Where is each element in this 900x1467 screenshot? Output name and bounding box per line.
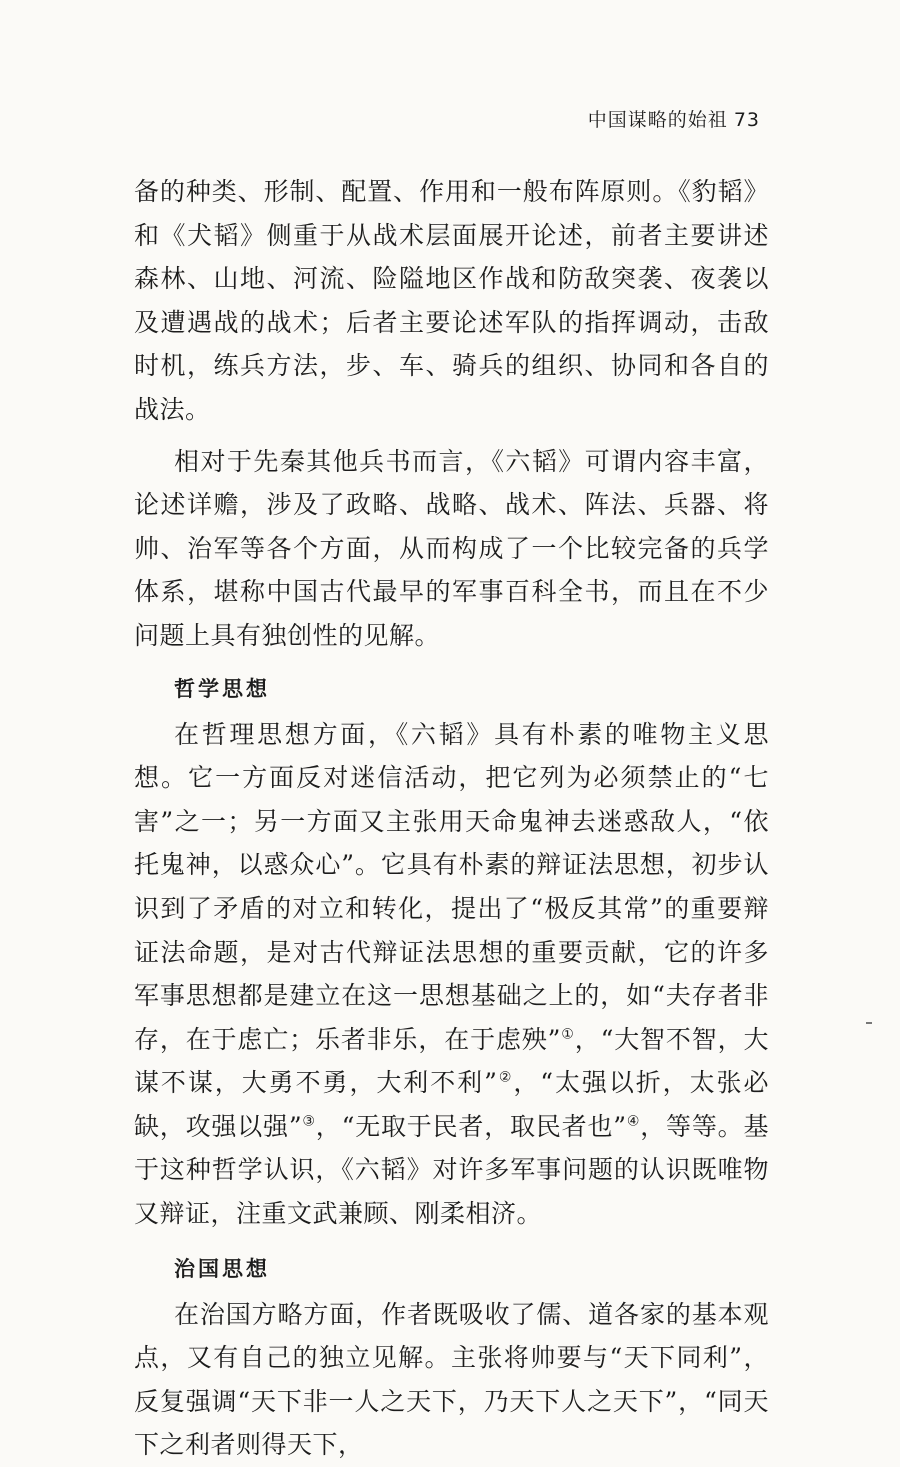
section-heading-governance: 治国思想 — [174, 1256, 270, 1281]
paragraph: 备的种类、形制、配置、作用和一般布阵原则。《豹韬》和《犬韬》侧重于从战术层面展开论述，前者主要讲述森林、山地、河流、险隘地区作战和防敌突袭、夜袭以及遭遇战的战术；后者主要论述军队的指挥调动，击敌时机，练兵方法，步、车、骑兵的组织、协同和各自的战法。 — [134, 177, 769, 424]
edge-mark — [866, 1022, 872, 1024]
paragraph: 相对于先秦其他兵书而言，《六韬》可谓内容丰富，论述详赡，涉及了政略、战略、战术、阵法、兵器、将帅、治军等各个方面，从而构成了一个比较完备的兵学体系，堪称中国古代最早的军事百科全书，而且在不少问题上具有独创性的见解。 — [134, 446, 769, 650]
page-body — [134, 170, 769, 1467]
page-number: 73 — [733, 109, 760, 131]
section-heading-philosophy: 哲学思想 — [174, 676, 270, 701]
footnote-marker[interactable]: ③ — [302, 1113, 316, 1130]
footnote-marker[interactable]: ① — [560, 1026, 575, 1043]
running-header — [588, 105, 760, 132]
footnote-marker[interactable]: ④ — [626, 1113, 641, 1130]
paragraph: 在哲理思想方面，《六韬》具有朴素的唯物主义思想。它一方面反对迷信活动，把它列为必须禁止的“七害”之一；另一方面又主张用天命鬼神去迷惑敌人，“依托鬼神，以惑众心”。它具有朴素的辩证法思想，初步认识到了矛盾的对立和转化，提出了“极反其常”的重要辩证法命题，是对古代辩证法思想的重要贡献，它的许多军事思想都是建立在这一思想基础之上的，如“夫存者非存，在于虑亡；乐者非乐，在于虑殃”①，“大智不智，大谋不谋，大勇不勇，大利不利”②，“太强以折，太张必缺，攻强以强”③，“无取于民者，取民者也”④，等等。基于这种哲学认识，《六韬》对许多军事问题的认识既唯物又辩证，注重文武兼顾、刚柔相济。 — [134, 719, 769, 1229]
paragraph: 在治国方略方面，作者既吸收了儒、道各家的基本观点，又有自己的独立见解。主张将帅要与“天下同利”，反复强调“天下非一人之天下，乃天下人之天下”，“同天下之利者则得天下， — [134, 1299, 769, 1460]
chapter-title: 中国谋略的始祖 — [587, 109, 728, 131]
footnote-marker[interactable]: ② — [497, 1069, 514, 1086]
